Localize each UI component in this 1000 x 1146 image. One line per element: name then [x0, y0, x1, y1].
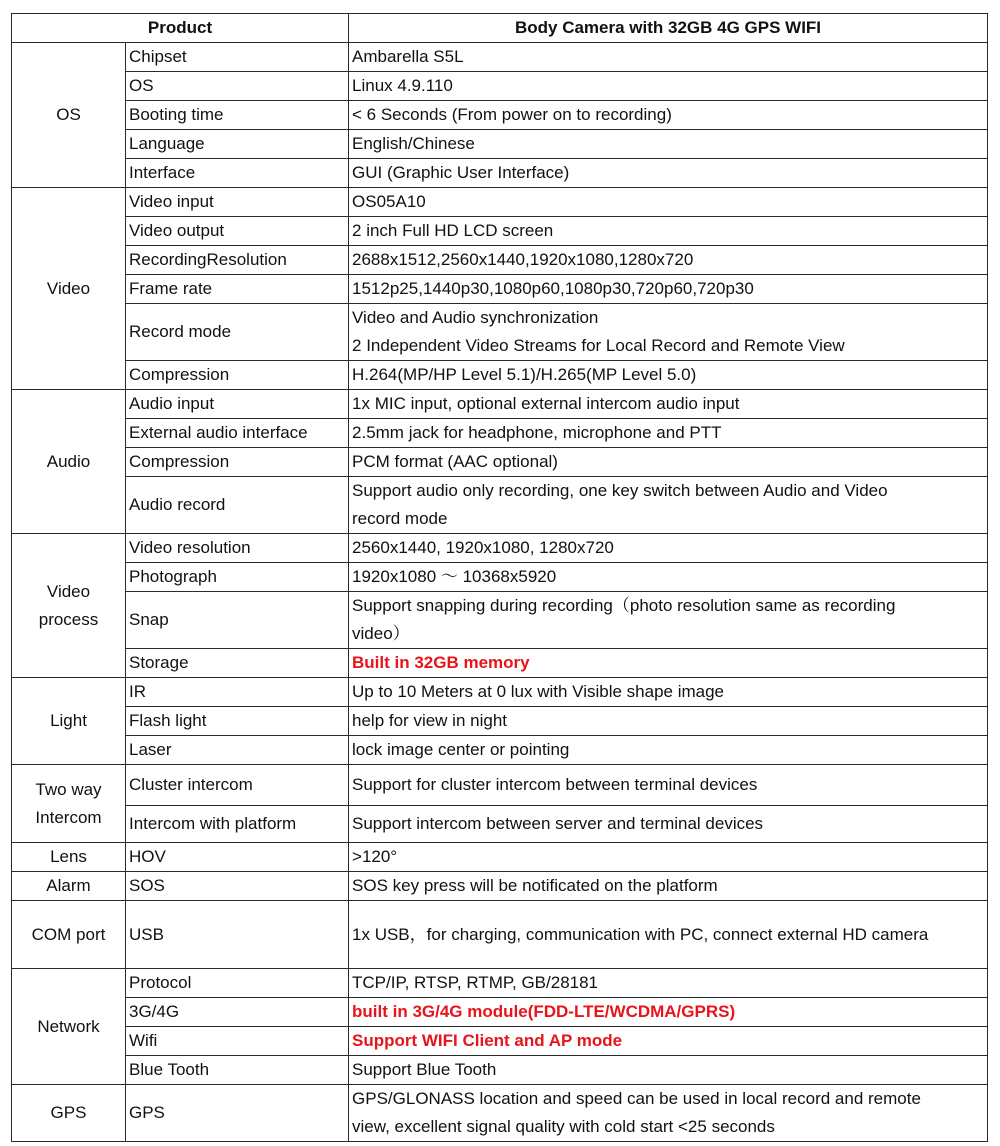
parameter-value — [349, 806, 988, 843]
category-cell: Network — [12, 969, 126, 1085]
parameter-value — [349, 159, 988, 188]
parameter-name: Interface — [126, 159, 349, 188]
spec-row — [12, 217, 988, 246]
parameter-name: Audio input — [126, 390, 349, 419]
value-line: SOS key press will be notificated on the platform — [352, 876, 718, 895]
parameter-name: Compression — [126, 448, 349, 477]
parameter-name: Blue Tooth — [126, 1056, 349, 1085]
value-line: lock image center or pointing — [352, 740, 570, 759]
category-cell: Video — [12, 188, 126, 390]
parameter-value — [349, 678, 988, 707]
category-cell: Light — [12, 678, 126, 765]
value-line: view, excellent signal quality with cold start <25 seconds — [352, 1117, 775, 1136]
value-line: 1x MIC input, optional external intercom audio input — [352, 394, 740, 413]
value-line: OS05A10 — [352, 192, 426, 211]
category-cell: Video process — [12, 534, 126, 678]
value-line: 2.5mm jack for headphone, microphone and PTT — [352, 423, 722, 442]
parameter-name: Chipset — [126, 43, 349, 72]
value-line: GUI (Graphic User Interface) — [352, 163, 570, 182]
spec-row — [12, 736, 988, 765]
header-row — [12, 14, 988, 43]
spec-body — [12, 43, 988, 1142]
parameter-name: Laser — [126, 736, 349, 765]
parameter-name: Compression — [126, 361, 349, 390]
parameter-name: Storage — [126, 649, 349, 678]
spec-row — [12, 678, 988, 707]
parameter-name: Intercom with platform — [126, 806, 349, 843]
parameter-value — [349, 736, 988, 765]
value-line: TCP/IP, RTSP, RTMP, GB/28181 — [352, 973, 599, 992]
parameter-value — [349, 275, 988, 304]
parameter-name: HOV — [126, 843, 349, 872]
parameter-value — [349, 998, 988, 1027]
parameter-name: IR — [126, 678, 349, 707]
value-line: Support WIFI Client and AP mode — [352, 1031, 623, 1050]
spec-row — [12, 72, 988, 101]
spec-row — [12, 843, 988, 872]
value-line: Support intercom between server and terminal devices — [352, 814, 764, 833]
parameter-value — [349, 390, 988, 419]
spec-row — [12, 1085, 988, 1142]
spec-row — [12, 304, 988, 361]
parameter-name: SOS — [126, 872, 349, 901]
spec-row — [12, 563, 988, 592]
value-line: record mode — [352, 509, 448, 528]
parameter-value — [349, 477, 988, 534]
header-model: Body Camera with 32GB 4G GPS WIFI — [349, 14, 988, 43]
parameter-value — [349, 765, 988, 806]
spec-table — [11, 13, 988, 1142]
spec-row — [12, 1056, 988, 1085]
spec-row — [12, 806, 988, 843]
parameter-name: Protocol — [126, 969, 349, 998]
value-line: Up to 10 Meters at 0 lux with Visible shape image — [352, 682, 725, 701]
parameter-name: Language — [126, 130, 349, 159]
parameter-name: USB — [126, 901, 349, 969]
spec-row — [12, 872, 988, 901]
parameter-name: GPS — [126, 1085, 349, 1142]
header-product: Product — [12, 14, 349, 43]
parameter-value — [349, 72, 988, 101]
parameter-name: Frame rate — [126, 275, 349, 304]
parameter-value — [349, 43, 988, 72]
parameter-value — [349, 872, 988, 901]
value-line: help for view in night — [352, 711, 507, 730]
parameter-value — [349, 130, 988, 159]
value-line: GPS/GLONASS location and speed can be used in local record and remote — [352, 1089, 921, 1108]
parameter-value — [349, 1027, 988, 1056]
parameter-name: Booting time — [126, 101, 349, 130]
spec-row — [12, 592, 988, 649]
parameter-value — [349, 101, 988, 130]
parameter-name: Record mode — [126, 304, 349, 361]
value-line: built in 3G/4G module(FDD-LTE/WCDMA/GPRS) — [352, 1002, 736, 1021]
spec-row — [12, 901, 988, 969]
spec-row — [12, 969, 988, 998]
value-line: 1512p25,1440p30,1080p60,1080p30,720p60,720p30 — [352, 279, 754, 298]
value-line: H.264(MP/HP Level 5.1)/H.265(MP Level 5.0) — [352, 365, 697, 384]
parameter-value — [349, 843, 988, 872]
value-line: English/Chinese — [352, 134, 475, 153]
spec-row — [12, 998, 988, 1027]
spec-row — [12, 361, 988, 390]
parameter-value — [349, 649, 988, 678]
parameter-name: External audio interface — [126, 419, 349, 448]
spec-row — [12, 707, 988, 736]
value-line: video） — [352, 624, 410, 643]
spec-row — [12, 1027, 988, 1056]
value-line: Video and Audio synchronization — [352, 308, 599, 327]
value-line: 2560x1440, 1920x1080, 1280x720 — [352, 538, 614, 557]
value-line: 1x USB，for charging, communication with PC, connect external HD camera — [352, 924, 929, 944]
spec-row — [12, 649, 988, 678]
spec-row — [12, 390, 988, 419]
category-cell: COM port — [12, 901, 126, 969]
parameter-name: 3G/4G — [126, 998, 349, 1027]
value-line: PCM format (AAC optional) — [352, 452, 558, 471]
value-line: 2688x1512,2560x1440,1920x1080,1280x720 — [352, 250, 694, 269]
parameter-name: Audio record — [126, 477, 349, 534]
value-line: < 6 Seconds (From power on to recording) — [352, 105, 672, 124]
spec-row — [12, 101, 988, 130]
value-line: 2 inch Full HD LCD screen — [352, 221, 554, 240]
parameter-value — [349, 1056, 988, 1085]
parameter-name: RecordingResolution — [126, 246, 349, 275]
category-cell: Alarm — [12, 872, 126, 901]
parameter-value — [349, 969, 988, 998]
parameter-value — [349, 592, 988, 649]
parameter-name: Video output — [126, 217, 349, 246]
category-cell: Lens — [12, 843, 126, 872]
parameter-name: Flash light — [126, 707, 349, 736]
parameter-value — [349, 534, 988, 563]
parameter-value — [349, 217, 988, 246]
category-cell: GPS — [12, 1085, 126, 1142]
parameter-name: OS — [126, 72, 349, 101]
spec-row — [12, 477, 988, 534]
spec-row — [12, 188, 988, 217]
spec-row — [12, 159, 988, 188]
spec-row — [12, 246, 988, 275]
parameter-value — [349, 188, 988, 217]
parameter-value — [349, 1085, 988, 1142]
spec-row — [12, 275, 988, 304]
parameter-value — [349, 419, 988, 448]
parameter-value — [349, 563, 988, 592]
parameter-name: Photograph — [126, 563, 349, 592]
parameter-value — [349, 901, 988, 969]
parameter-name: Cluster intercom — [126, 765, 349, 806]
value-line: Support snapping during recording（photo resolution same as recording — [352, 596, 896, 615]
parameter-name: Video input — [126, 188, 349, 217]
category-cell: OS — [12, 43, 126, 188]
value-line: Ambarella S5L — [352, 47, 464, 66]
spec-row — [12, 130, 988, 159]
parameter-value — [349, 448, 988, 477]
parameter-name: Video resolution — [126, 534, 349, 563]
value-line: Built in 32GB memory — [352, 653, 530, 672]
value-line: 2 Independent Video Streams for Local Record and Remote View — [352, 336, 845, 355]
spec-row — [12, 534, 988, 563]
parameter-value — [349, 246, 988, 275]
parameter-value — [349, 304, 988, 361]
value-line: 1920x1080 ～ 10368x5920 — [352, 567, 557, 586]
spec-row — [12, 43, 988, 72]
value-line: Support for cluster intercom between terminal devices — [352, 775, 758, 794]
value-line: >120° — [352, 847, 398, 866]
spec-row — [12, 419, 988, 448]
parameter-value — [349, 707, 988, 736]
value-line: Support Blue Tooth — [352, 1060, 497, 1079]
category-cell: Audio — [12, 390, 126, 534]
parameter-name: Wifi — [126, 1027, 349, 1056]
spec-row — [12, 765, 988, 806]
parameter-value — [349, 361, 988, 390]
spec-row — [12, 448, 988, 477]
category-cell: Two way Intercom — [12, 765, 126, 843]
value-line: Support audio only recording, one key switch between Audio and Video — [352, 481, 888, 500]
value-line: Linux 4.9.110 — [352, 76, 453, 95]
parameter-name: Snap — [126, 592, 349, 649]
